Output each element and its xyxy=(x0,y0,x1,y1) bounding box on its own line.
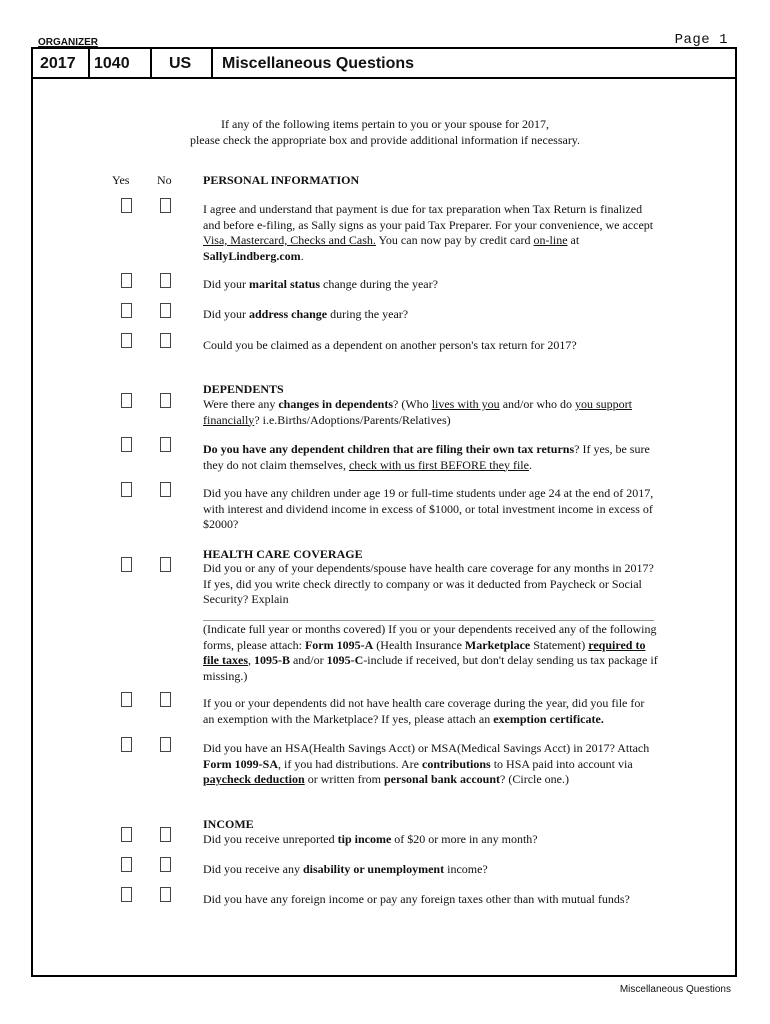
text: marital status xyxy=(249,277,320,291)
tax-year: 2017 xyxy=(40,55,76,72)
text: . xyxy=(300,248,304,263)
children-income-yes-checkbox[interactable] xyxy=(121,482,132,497)
text: address change xyxy=(249,307,328,321)
text: and/or xyxy=(289,653,327,667)
text: 1095-B xyxy=(253,653,290,667)
section-health-care: HEALTH CARE COVERAGE xyxy=(203,547,363,561)
text: Marketplace xyxy=(464,637,531,652)
dependents-change-yes-checkbox[interactable] xyxy=(121,393,132,408)
text: Form 1099-SA xyxy=(203,756,278,771)
text: change during the year? xyxy=(320,277,438,291)
question-dependent-claim: Could you be claimed as a dependent on another person's tax return for 2017? xyxy=(203,338,577,352)
text: at xyxy=(567,233,580,247)
text: you support financially xyxy=(203,397,633,427)
text: Did you receive any xyxy=(203,862,303,876)
disability-no-checkbox[interactable] xyxy=(160,857,171,872)
text: ? If yes, be sure they do not claim themselves, xyxy=(203,442,650,472)
text: Did your xyxy=(203,277,249,291)
text: paycheck deduction xyxy=(203,772,305,786)
payment-no-checkbox[interactable] xyxy=(160,198,171,213)
question-dependent-children-filing xyxy=(203,442,658,473)
text: or written from xyxy=(304,772,384,786)
text: contributions xyxy=(422,756,491,771)
no-column-header: No xyxy=(157,173,172,187)
form-number: 1040 xyxy=(94,55,130,72)
divider xyxy=(88,49,90,77)
payment-yes-checkbox[interactable] xyxy=(121,198,132,213)
exemption-no-checkbox[interactable] xyxy=(160,692,171,707)
text: , if you had distributions. Are xyxy=(278,756,422,771)
text: I agree and understand that payment is due for tax preparation when Tax Return is finalized and before e-filing, as Sally signs as your paid Tax Preparer. For your convenience, we accept xyxy=(203,202,654,232)
dependent-claim-no-checkbox[interactable] xyxy=(160,333,171,348)
text: exemption certificate. xyxy=(493,711,604,726)
marital-yes-checkbox[interactable] xyxy=(121,273,132,288)
page-number: Page 1 xyxy=(674,32,728,48)
hsa-yes-checkbox[interactable] xyxy=(121,737,132,752)
text: changes in dependents xyxy=(278,397,394,411)
question-marital-status xyxy=(203,277,658,293)
address-yes-checkbox[interactable] xyxy=(121,303,132,318)
text: Did your xyxy=(203,307,249,321)
question-address-change xyxy=(203,307,658,323)
children-income-no-checkbox[interactable] xyxy=(160,482,171,497)
foreign-no-checkbox[interactable] xyxy=(160,887,171,902)
text: check with us first BEFORE they file xyxy=(348,457,529,472)
text: (Health Insurance xyxy=(373,637,465,652)
page-footer: Miscellaneous Questions xyxy=(619,984,731,995)
disability-yes-checkbox[interactable] xyxy=(121,857,132,872)
text: Were there any xyxy=(203,397,279,411)
tips-no-checkbox[interactable] xyxy=(160,827,171,842)
dependent-children-filing-no-checkbox[interactable] xyxy=(160,437,171,452)
website-name: SallyLindberg.com xyxy=(203,248,301,263)
text: personal bank account xyxy=(384,772,501,786)
intro-line-1: If any of the following items pertain to you or your spouse for 2017, xyxy=(221,117,549,131)
question-tip-income xyxy=(203,832,658,848)
text: Do you have any dependent children that are filing their own tax returns xyxy=(203,442,575,456)
text: Visa, Mastercard, Checks and Cash. xyxy=(203,233,376,247)
question-disability xyxy=(203,862,658,878)
health-coverage-yes-checkbox[interactable] xyxy=(121,557,132,572)
text: ? (Circle one.) xyxy=(500,772,569,786)
text: of $20 or more in any month? xyxy=(391,832,538,846)
text: required to file taxes xyxy=(203,637,646,667)
text: -include if received, but don't delay sending us tax package if missing.) xyxy=(203,653,658,683)
section-personal-information: PERSONAL INFORMATION xyxy=(203,173,360,187)
question-dependents-change xyxy=(203,397,658,428)
text: during the year? xyxy=(327,307,409,321)
marital-no-checkbox[interactable] xyxy=(160,273,171,288)
health-coverage-no-checkbox[interactable] xyxy=(160,557,171,572)
yes-column-header: Yes xyxy=(112,173,130,187)
section-income: INCOME xyxy=(203,817,254,831)
section-dependents: DEPENDENTS xyxy=(203,382,284,396)
form-header xyxy=(33,49,735,79)
divider xyxy=(150,49,152,77)
text: lives with you xyxy=(431,397,500,411)
question-children-income: Did you have any children under age 19 or full-time students under age 24 at the end of 2017, with interest and dividend income in excess of $1000, or total investment income in excess of $2000? xyxy=(203,486,654,531)
dependents-change-no-checkbox[interactable] xyxy=(160,393,171,408)
divider xyxy=(211,49,213,77)
text: Did you receive unreported xyxy=(203,832,338,846)
question-foreign-income: Did you have any foreign income or pay any foreign taxes other than with mutual funds? xyxy=(203,892,630,906)
text: Form 1095-A xyxy=(304,637,374,652)
text: and/or who do xyxy=(499,397,576,411)
text: You can now pay by credit card xyxy=(375,233,534,247)
country-code: US xyxy=(169,55,192,72)
form-title: Miscellaneous Questions xyxy=(222,55,415,72)
question-hsa xyxy=(203,741,658,788)
forms-note xyxy=(203,622,658,684)
tips-yes-checkbox[interactable] xyxy=(121,827,132,842)
online-link: on-line xyxy=(533,233,568,247)
text: disability or unemployment xyxy=(302,862,445,876)
text: tip income xyxy=(337,832,392,846)
question-payment xyxy=(203,202,658,264)
organizer-label: ORGANIZER xyxy=(38,37,98,48)
intro-text xyxy=(0,116,770,148)
text: (Indicate full year or months covered) If you or your dependents received any of the following forms, please attach: xyxy=(203,622,657,652)
exemption-yes-checkbox[interactable] xyxy=(121,692,132,707)
dependent-claim-yes-checkbox[interactable] xyxy=(121,333,132,348)
hsa-no-checkbox[interactable] xyxy=(160,737,171,752)
dependent-children-filing-yes-checkbox[interactable] xyxy=(121,437,132,452)
text: If you or your dependents did not have health care coverage during the year, did you file for an exemption with the Marketplace? If yes, please attach an xyxy=(203,696,645,726)
address-no-checkbox[interactable] xyxy=(160,303,171,318)
text: income? xyxy=(444,862,488,876)
text: ? (Who xyxy=(393,397,432,411)
text: to HSA paid into account via xyxy=(490,756,633,771)
text: Statement) xyxy=(530,637,589,652)
explain-answer-line[interactable] xyxy=(203,620,654,621)
foreign-yes-checkbox[interactable] xyxy=(121,887,132,902)
text: , xyxy=(247,653,254,667)
question-health-coverage: Did you or any of your dependents/spouse have health care coverage for any months in 2017? If yes, did you write check directly to company or was it deducted from Paycheck or Social Security? Explain xyxy=(203,561,654,606)
text: . xyxy=(528,457,532,472)
text: 1095-C xyxy=(326,653,364,667)
text: Did you have an HSA(Health Savings Acct) or MSA(Medical Savings Acct) in 2017? Attach xyxy=(203,741,650,755)
text: ? i.e.Births/Adoptions/Parents/Relatives) xyxy=(254,412,451,427)
intro-line-2: please check the appropriate box and provide additional information if necessary. xyxy=(189,133,581,147)
question-exemption xyxy=(203,696,658,727)
